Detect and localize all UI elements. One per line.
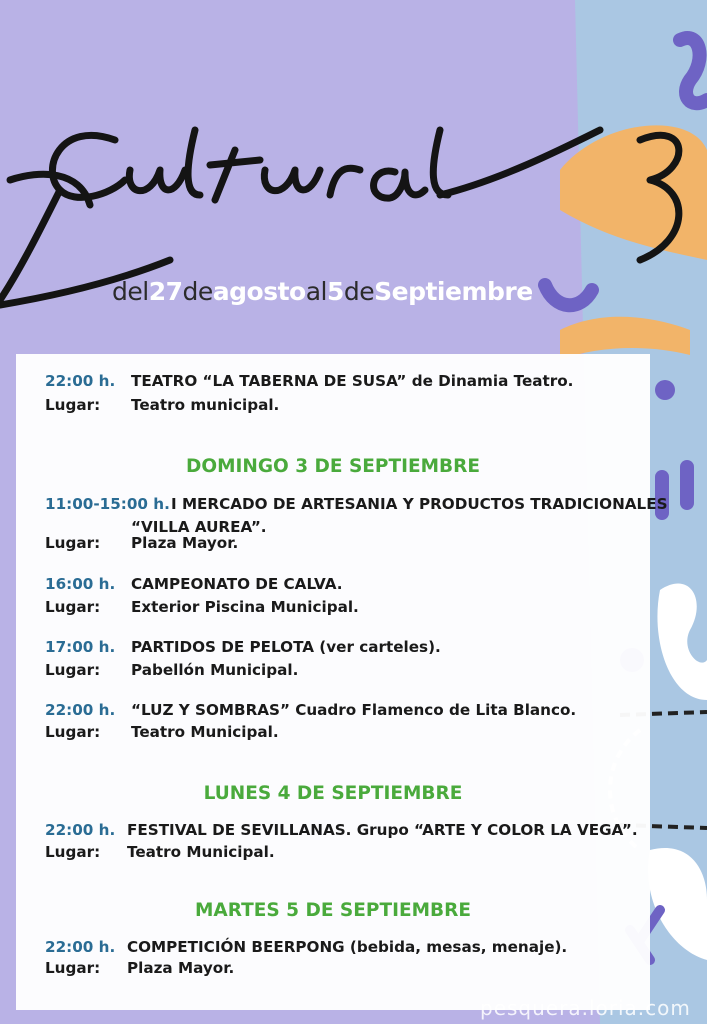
event-location: Plaza Mayor. (127, 959, 235, 977)
location-label: Lugar: (45, 661, 101, 679)
event-time: 22:00 h. (45, 701, 116, 719)
location-label: Lugar: (45, 534, 101, 552)
location-label: Lugar: (45, 723, 101, 741)
location-label: Lugar: (45, 959, 101, 977)
event-title: I MERCADO DE ARTESANIA Y PRODUCTOS TRADICIONALES (171, 495, 668, 513)
event-title: PARTIDOS DE PELOTA (ver carteles). (131, 638, 441, 656)
event-location: Exterior Piscina Municipal. (131, 598, 359, 616)
event-time: 16:00 h. (45, 575, 116, 593)
date-part: del (112, 277, 149, 306)
watermark-text: pesquera.loria.com (480, 996, 691, 1020)
event-title-line2: “VILLA AUREA”. (131, 518, 267, 536)
day-heading: LUNES 4 DE SEPTIEMBRE (203, 783, 463, 804)
event-time: 11:00-15:00 h. (45, 495, 170, 513)
date-part: 27 (148, 277, 183, 306)
date-part: al (305, 277, 327, 306)
event-title: “LUZ Y SOMBRAS” Cuadro Flamenco de Lita Blanco. (131, 701, 577, 719)
date-part: agosto (212, 277, 306, 306)
location-label: Lugar: (45, 598, 101, 616)
date-part: 5 (326, 277, 344, 306)
event-time: 22:00 h. (45, 821, 116, 839)
day-heading: DOMINGO 3 DE SEPTIEMBRE (185, 456, 480, 477)
date-part: de (182, 277, 213, 306)
event-time: 17:00 h. (45, 638, 116, 656)
event-location: Teatro municipal. (131, 396, 280, 414)
event-location: Plaza Mayor. (131, 534, 239, 552)
event-title: TEATRO “LA TABERNA DE SUSA” de Dinamia Teatro. (131, 372, 574, 390)
date-range-banner (112, 272, 533, 312)
location-label: Lugar: (45, 396, 101, 414)
day-heading: MARTES 5 DE SEPTIEMBRE (195, 900, 471, 921)
event-time: 22:00 h. (45, 372, 116, 390)
event-location: Teatro Municipal. (127, 843, 275, 861)
event-title: CAMPEONATO DE CALVA. (131, 575, 343, 593)
date-part: Septiembre (374, 277, 533, 306)
event-title: FESTIVAL DE SEVILLANAS. Grupo “ARTE Y COLOR LA VEGA”. (127, 821, 638, 839)
location-label: Lugar: (45, 843, 101, 861)
event-location: Teatro Municipal. (131, 723, 279, 741)
event-title: COMPETICIÓN BEERPONG (bebida, mesas, menaje). (127, 938, 568, 956)
date-part: de (343, 277, 375, 306)
event-location: Pabellón Municipal. (131, 661, 299, 679)
event-time: 22:00 h. (45, 938, 116, 956)
